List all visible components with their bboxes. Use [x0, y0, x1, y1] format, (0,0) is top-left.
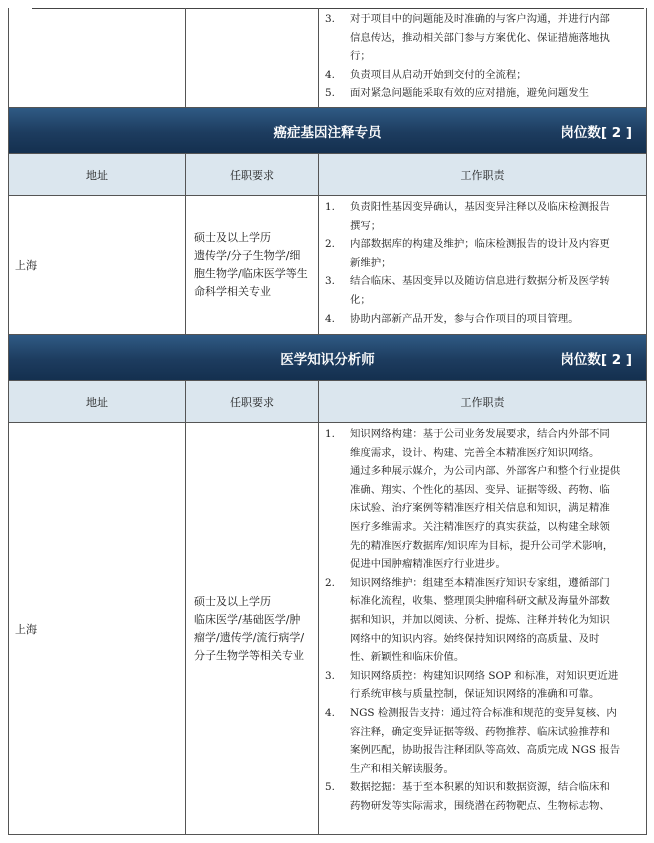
table-row [9, 423, 646, 835]
table-row [9, 196, 646, 335]
duty-line: 协助内部新产品开发，参与合作项目的项目管理。 [350, 312, 579, 325]
duty-item [325, 778, 640, 815]
duty-item [325, 198, 640, 235]
duty-line: 负责阳性基因变异确认，基因变异注释以及临床检测报告 [350, 201, 610, 213]
duty-line: 性、新颖性和临床价值。 [350, 651, 465, 664]
duty-line: 知识网络质控：构建知识网络 SOP 和标准，对知识更近进 [350, 669, 619, 682]
duty-line: 药物研发等实际需求，围绕潜在药物靶点、生物标志物、 [350, 799, 610, 812]
duty-line: 先的精准医疗数据库/知识库为目标，提升公司学术影响， [350, 539, 614, 552]
duty-item [325, 272, 640, 309]
duty-line: 容注释，确定变异证据等级、药物推荐、临床试验推荐和 [350, 725, 610, 738]
requirement-cell [186, 196, 319, 334]
duty-number: 2. [325, 576, 335, 589]
column-header-row [9, 381, 646, 423]
requirement-line: 临床医学/基础医学/肿 [194, 612, 301, 626]
table-row [9, 8, 646, 108]
location-cell: 上海 [9, 423, 186, 834]
duty-line: 案例匹配，协助报告注释团队等高效、高质完成 NGS 报告 [350, 744, 621, 757]
requirement-line: 硕士及以上学历 [194, 594, 271, 608]
requirement-line: 硕士及以上学历 [194, 231, 271, 244]
duty-number: 3. [325, 275, 335, 288]
duty-line: 知识网络维护：组建至本精准医疗知识专家组，遵循部门 [350, 576, 610, 589]
duty-item [325, 425, 640, 574]
duty-line: 医疗多维需求。关注精准医疗的真实获益，以构建全球领 [350, 520, 610, 533]
requirement-line: 瘤学/遗传学/流行病学/ [194, 630, 305, 644]
duty-line: 标准化流程，收集、整理顶尖肿瘤科研文献及海量外部数 [350, 595, 610, 608]
duties-cell [319, 8, 646, 107]
requirement-line: 遗传学/分子生物学/细 [194, 249, 301, 262]
duty-number: 4. [325, 312, 335, 325]
column-header-duties: 工作职责 [460, 168, 505, 182]
duty-line: 对于项目中的问题能及时准确的与客户沟通，并进行内部 [350, 13, 610, 25]
duty-line: 促进中国肿瘤精准医疗行业进步。 [350, 558, 506, 571]
position-header-band [9, 335, 646, 381]
duty-line: 撰写； [350, 219, 382, 232]
duty-number: 1. [325, 428, 335, 440]
duties-cell [319, 196, 646, 334]
duty-line: 行； [350, 50, 371, 63]
duty-item [325, 704, 640, 778]
requirement-line: 命科学相关专业 [194, 285, 271, 298]
duty-line: 数据挖掘：基于至本积累的知识和数据资源，结合临床和 [350, 781, 610, 794]
duty-line: 结合临床、基因变异以及随访信息进行数据分析及医学转 [350, 275, 610, 288]
duty-item [325, 667, 640, 704]
duty-line: 新维护； [350, 256, 392, 269]
duty-item [325, 310, 640, 329]
duty-line: 据和知识，并加以阅读、分析、提炼、注释并转化为知识 [350, 613, 610, 626]
position-title: 癌症基因注释专员 [273, 124, 382, 141]
duty-number: 4. [325, 706, 335, 719]
duty-item [325, 66, 640, 85]
duty-line: 行系统审核与质量控制，保证知识网络的准确和可靠。 [350, 688, 600, 701]
position-title: 医学知识分析师 [280, 351, 375, 368]
column-header-requirement: 任职要求 [186, 381, 319, 422]
duties-cell [319, 423, 646, 834]
column-header-requirement: 任职要求 [186, 154, 319, 195]
duty-item [325, 574, 640, 667]
duty-line: 信息传达，推动相关部门参与方案优化、保证措施落地执 [350, 31, 610, 44]
duty-number: 1. [325, 201, 335, 213]
duty-line: NGS 检测报告支持：通过符合标准和规范的变异复核、内 [350, 706, 617, 719]
duty-line: 化； [350, 293, 371, 306]
duty-number: 5. [325, 87, 335, 100]
requirement-line: 分子生物学等相关专业 [194, 648, 304, 662]
column-header-location: 地址 [9, 381, 186, 422]
duty-line: 负责项目从启动开始到交付的全流程； [350, 68, 527, 81]
job-table [8, 8, 647, 835]
position-count: 岗位数[ 2 ] [560, 351, 632, 368]
duty-line: 网络中的知识内容。始终保持知识网络的高质量、及时 [350, 632, 600, 645]
duty-line: 生产和相关解读服务。 [350, 762, 454, 775]
duty-item [325, 84, 640, 103]
duty-number: 3. [325, 669, 335, 682]
requirement-line: 胞生物学/临床医学等生 [194, 267, 308, 280]
duty-line: 内部数据库的构建及维护；临床检测报告的设计及内容更 [350, 238, 610, 251]
requirement-cell [186, 8, 319, 107]
duty-number: 5. [325, 781, 335, 794]
requirement-cell [186, 423, 319, 834]
duty-item [325, 10, 640, 66]
duty-number: 3. [325, 13, 335, 25]
column-header-location: 地址 [9, 154, 186, 195]
column-header-duties: 工作职责 [460, 395, 505, 409]
location-cell: 上海 [9, 196, 186, 334]
duty-number: 4. [325, 68, 335, 81]
position-header-band [9, 108, 646, 154]
duty-line: 床试验、治疗案例等精准医疗相关信息和知识，满足精准 [350, 502, 610, 515]
duty-item [325, 235, 640, 272]
duty-line: 知识网络构建：基于公司业务发展要求，结合内外部不同 [350, 428, 610, 440]
duty-line: 维度需求，设计、构建、完善全本精准医疗知识网络。 [350, 446, 600, 459]
duty-line: 准确、翔实、个性化的基因、变异、证据等级、药物、临 [350, 483, 610, 496]
duty-number: 2. [325, 238, 335, 251]
location-cell [9, 8, 186, 107]
duty-line: 面对紧急问题能采取有效的应对措施，避免问题发生 [350, 87, 589, 100]
position-count: 岗位数[ 2 ] [560, 124, 632, 141]
duty-line: 通过多种展示媒介，为公司内部、外部客户和整个行业提供 [350, 465, 621, 478]
column-header-row [9, 154, 646, 196]
